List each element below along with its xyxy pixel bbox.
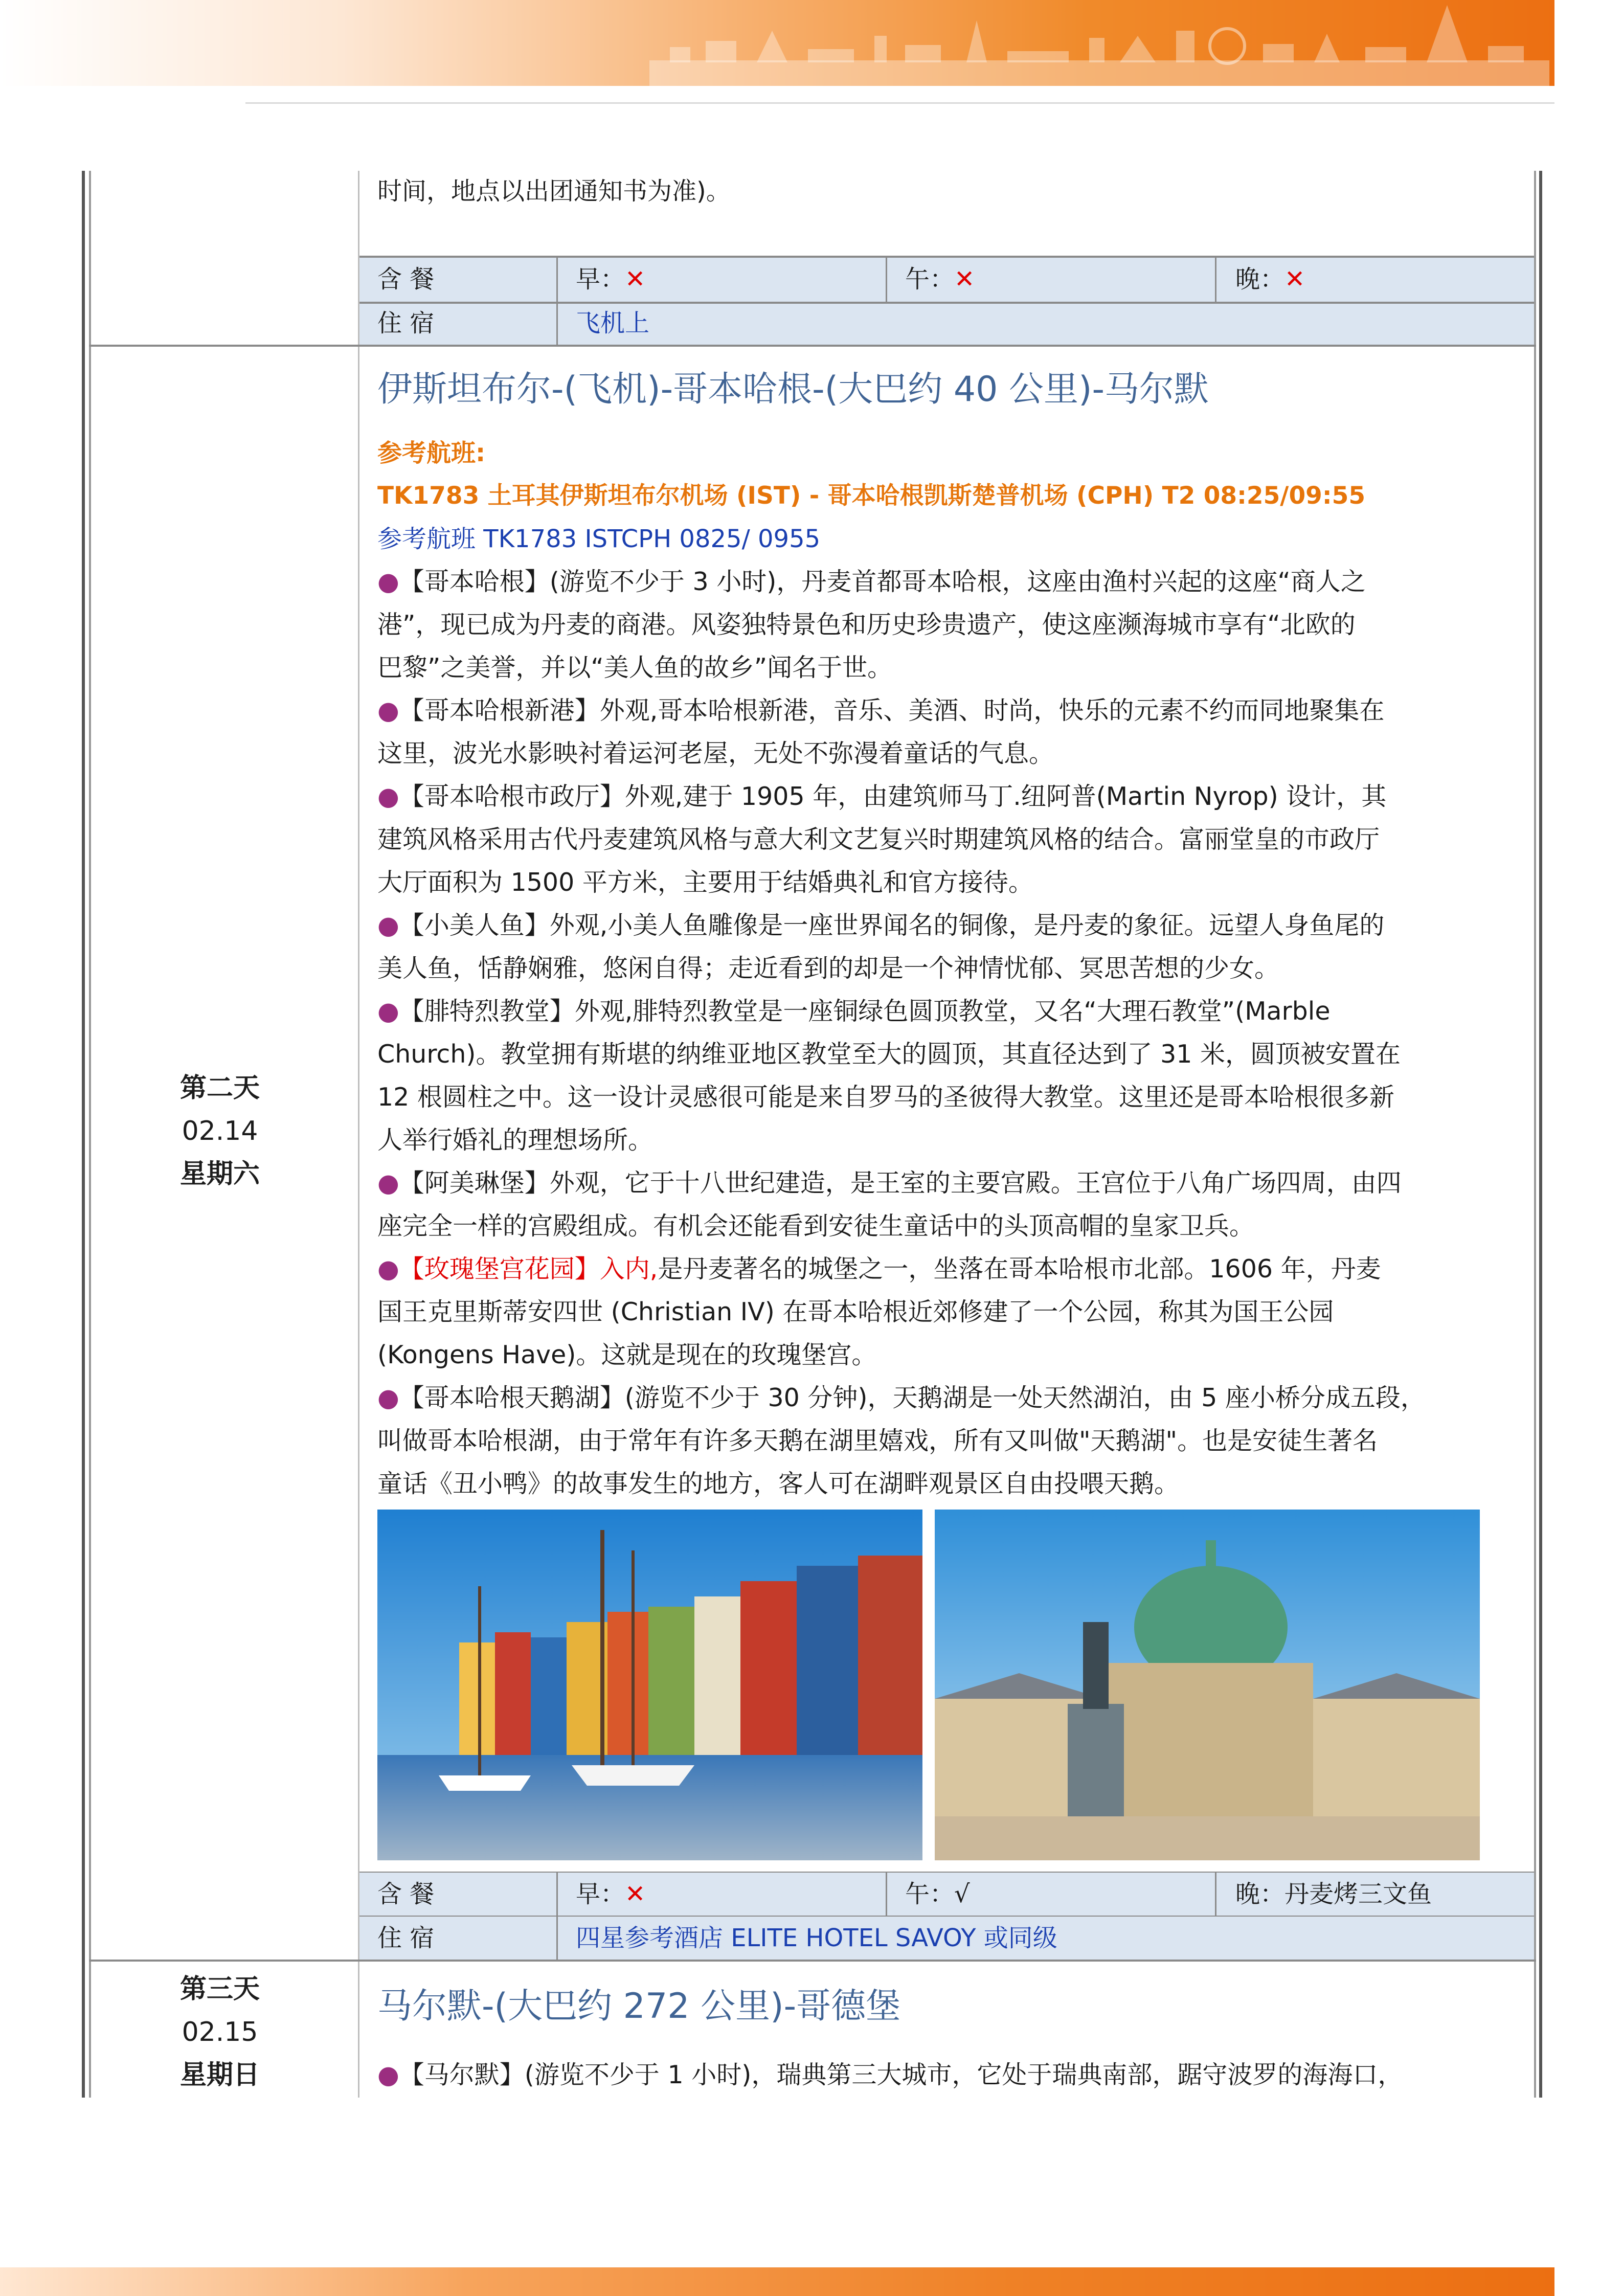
day2-stay-label: 住 宿 <box>377 1924 435 1952</box>
lunch-not-included-icon: ✕ <box>954 265 975 294</box>
text-line: 这里，波光水影映衬着运河老屋，无处不弥漫着童话的气息。 <box>377 739 1054 768</box>
itinerary-table <box>82 171 1541 2098</box>
cell-divider <box>1215 257 1216 303</box>
cell-divider <box>886 1873 887 1917</box>
text-line: 建筑风格采用古代丹麦建筑风格与意大利文艺复兴时期建筑风格的结合。富丽堂皇的市政厅 <box>377 825 1380 854</box>
bullet-icon: ● <box>377 1168 399 1198</box>
day2-weekday: 星期六 <box>179 1159 260 1189</box>
bullet-icon: ● <box>377 1383 399 1412</box>
text-line: 人举行婚礼的理想场所。 <box>377 1126 653 1155</box>
attraction-nyhavn: ●【哥本哈根新港】外观,哥本哈根新港，音乐、美酒、时尚，快乐的元素不约而同地聚集在 <box>377 696 1385 725</box>
prev-day-stay-row <box>359 303 1534 346</box>
text-line: 12 根圆柱之中。这一设计灵感很可能是来自罗马的圣彼得大教堂。这里还是哥本哈根很多新 <box>377 1083 1394 1112</box>
prev-day-stay-value: 飞机上 <box>576 309 650 337</box>
attraction-swan-lake: ●【哥本哈根天鹅湖】(游览不少于 30 分钟)，天鹅湖是一处天然湖泊，由 5 座小桥分成五段， <box>377 1383 1426 1412</box>
rosenborg-highlight: 【玫瑰堡宫花园】入内, <box>399 1254 658 1284</box>
table-right-border <box>1539 171 1542 2098</box>
text-line: 童话《丑小鸭》的故事发生的地方，客人可在湖畔观景区自由投喂天鹅。 <box>377 1469 1180 1498</box>
day3-label: 第三天 <box>179 1974 260 2005</box>
attraction-rosenborg: ●【玫瑰堡宫花园】入内,是丹麦著名的城堡之一，坐落在哥本哈根市北部。1606 年，丹麦 <box>377 1254 1381 1284</box>
day3-date: 02.15 <box>182 2017 258 2047</box>
day2-label: 第二天 <box>179 1073 260 1104</box>
bullet-icon: ● <box>377 997 399 1026</box>
prev-day-meals-label: 含 餐 <box>377 265 435 294</box>
breakfast-not-included-icon: ✕ <box>625 1880 646 1908</box>
day2-hotel: 四星参考酒店 ELITE HOTEL SAVOY 或同级 <box>576 1924 1057 1952</box>
text-line: 国王克里斯蒂安四世 (Christian IV) 在哥本哈根近郊修建了一个公园，称其为国王公园 <box>377 1297 1334 1326</box>
cell-divider <box>556 303 558 346</box>
day2-dinner: 晚：丹麦烤三文鱼 <box>1235 1880 1432 1908</box>
attraction-amalienborg: ●【阿美琳堡】外观，它于十八世纪建造，是王室的主要宫殿。王宫位于八角广场四周，由四 <box>377 1168 1402 1198</box>
cell-divider <box>556 1917 558 1960</box>
attraction-marble-church: ●【腓特烈教堂】外观,腓特烈教堂是一座铜绿色圆顶教堂，又名“大理石教堂”(Marble <box>377 997 1331 1026</box>
bullet-icon: ● <box>377 696 399 725</box>
attraction-copenhagen: ●【哥本哈根】(游览不少于 3 小时)，丹麦首都哥本哈根，这座由渔村兴起的这座“商人之 <box>377 567 1366 596</box>
row-divider <box>359 302 1534 304</box>
flight-ref-label: 参考航班: <box>377 439 486 467</box>
nyhavn-photo <box>377 1510 922 1860</box>
day2-meals-label: 含 餐 <box>377 1880 435 1908</box>
attraction-little-mermaid: ●【小美人鱼】外观,小美人鱼雕像是一座世界闻名的铜像，是丹麦的象征。远望人身鱼尾的 <box>377 911 1385 940</box>
text-line: 港”，现已成为丹麦的商港。风姿独特景色和历史珍贵遗产，使这座濒海城市享有“北欧的 <box>377 610 1356 639</box>
prev-day-dinner: 晚：✕ <box>1235 265 1305 294</box>
lunch-included-icon: √ <box>954 1880 970 1908</box>
bullet-icon: ● <box>377 567 399 596</box>
dinner-not-included-icon: ✕ <box>1284 265 1305 294</box>
day2-route-title: 伊斯坦布尔-(飞机)-哥本哈根-(大巴约 40 公里)-马尔默 <box>377 369 1209 410</box>
bullet-icon: ● <box>377 1254 399 1284</box>
amalienborg-photo <box>935 1510 1480 1860</box>
bullet-icon: ● <box>377 911 399 940</box>
breakfast-not-included-icon: ✕ <box>625 265 646 294</box>
column-divider <box>358 171 359 2098</box>
text-line: 叫做哥本哈根湖，由于常年有许多天鹅在湖里嬉戏，所有又叫做"天鹅湖"。也是安徒生著名 <box>377 1426 1378 1455</box>
prev-day-lunch: 午：✕ <box>905 265 975 294</box>
day3-route-title: 马尔默-(大巴约 272 公里)-哥德堡 <box>377 1986 901 2027</box>
prev-day-tail-text: 时间，地点以出团通知书为准)。 <box>377 177 731 206</box>
text-line: 美人鱼，恬静娴雅，悠闲自得；走近看到的却是一个神情忧郁、冥思苦想的少女。 <box>377 954 1280 983</box>
text-line: Church)。教堂拥有斯堪的纳维亚地区教堂至大的圆顶，其直径达到了 31 米，圆顶被安置在 <box>377 1040 1401 1069</box>
page-header-banner <box>0 0 1554 86</box>
prev-day-stay-label: 住 宿 <box>377 309 435 337</box>
cell-divider <box>556 1873 558 1917</box>
day-divider <box>89 1960 1536 1962</box>
bullet-icon: ● <box>377 782 399 811</box>
text-line: 巴黎”之美誉，并以“美人鱼的故乡”闻名于世。 <box>377 653 893 682</box>
day3-weekday: 星期日 <box>179 2060 260 2090</box>
header-divider <box>245 102 1554 104</box>
text-line: 大厅面积为 1500 平方米，主要用于结婚典礼和官方接待。 <box>377 868 1033 897</box>
page-footer-bar <box>0 2267 1554 2296</box>
cell-divider <box>1215 1873 1216 1917</box>
cell-divider <box>556 257 558 303</box>
table-right-border-inner <box>1534 171 1536 2098</box>
bullet-icon: ● <box>377 2060 399 2089</box>
cell-divider <box>886 257 887 303</box>
day2-breakfast: 早：✕ <box>576 1880 646 1908</box>
city-skyline-decoration <box>639 0 1554 86</box>
text-line: (Kongens Have)。这就是现在的玫瑰堡宫。 <box>377 1340 877 1369</box>
day2-description <box>377 560 1426 1505</box>
attraction-city-hall: ●【哥本哈根市政厅】外观,建于 1905 年，由建筑师马丁.纽阿普(Martin Nyrop) 设计，其 <box>377 782 1387 811</box>
day-divider <box>89 345 1536 347</box>
attraction-malmo: ●【马尔默】(游览不少于 1 小时)，瑞典第三大城市，它处于瑞典南部，踞守波罗的海海口， <box>377 2060 1403 2089</box>
day2-lunch: 午：√ <box>905 1880 970 1908</box>
flight-short: 参考航班 TK1783 ISTCPH 0825/ 0955 <box>377 525 821 553</box>
flight-details: TK1783 土耳其伊斯坦布尔机场 (IST) - 哥本哈根凯斯楚普机场 (CPH) T2 08:25/09:55 <box>377 482 1366 510</box>
text-line: 座完全一样的宫殿组成。有机会还能看到安徒生童话中的头顶高帽的皇家卫兵。 <box>377 1211 1255 1241</box>
prev-day-breakfast: 早：✕ <box>576 265 646 294</box>
day2-date: 02.14 <box>182 1116 258 1146</box>
